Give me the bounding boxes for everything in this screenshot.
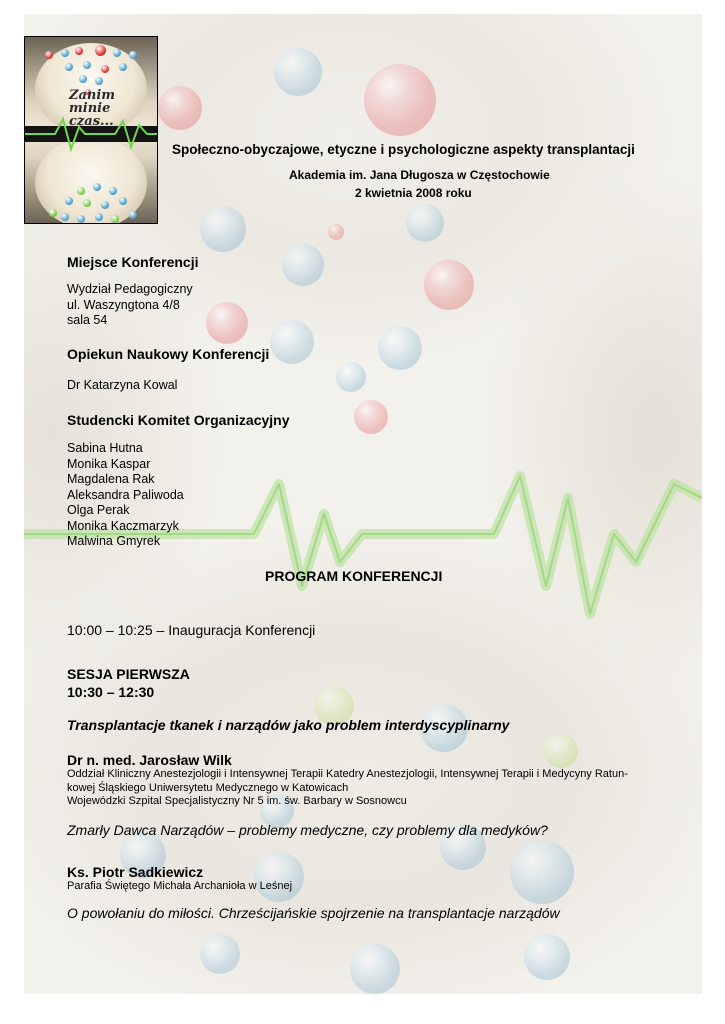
committee-member: Sabina Hutna <box>67 441 143 455</box>
committee-member: Monika Kaspar <box>67 456 151 471</box>
speaker-name: Dr n. med. Jarosław Wilk <box>67 752 232 768</box>
venue-line: ul. Waszyngtona 4/8 <box>67 297 180 312</box>
speaker-affiliation: Parafia Świętego Michała Archanioła w Leśnej <box>67 880 293 892</box>
speaker-affiliation: Wojewódzki Szpital Specjalistyczny Nr 5 im. św. Barbary w Sosnowcu <box>67 795 407 807</box>
speaker-name: Ks. Piotr Sadkiewicz <box>67 864 204 880</box>
conference-date: 2 kwietnia 2008 roku <box>355 186 472 200</box>
opening-slot: 10:00 – 10:25 – Inauguracja Konferencji <box>67 622 316 638</box>
committee-member: Olga Perak <box>67 503 130 517</box>
committee-member: Magdalena Rak <box>67 472 155 486</box>
supervisor-heading: Opiekun Naukowy Konferencji <box>67 346 270 362</box>
speaker-affiliation: Oddział Kliniczny Anestezjologii i Intensywnej Terapii Katedry Anestezjologii, Intensywnej Terapii i Medycyny Ratun- <box>67 768 628 780</box>
cover-title: Zanim minie czas... <box>69 88 116 129</box>
venue-heading: Miejsce Konferencji <box>67 254 199 270</box>
talk-title: O powołaniu do miłości. Chrześcijańskie spojrzenie na transplantacje narządów <box>67 905 560 921</box>
committee-member: Monika Kaczmarzyk <box>67 518 179 533</box>
program-heading: PROGRAM KONFERENCJI <box>265 568 443 584</box>
committee-heading: Studencki Komitet Organizacyjny <box>67 412 290 428</box>
session-theme: Transplantacje tkanek i narządów jako problem interdyscyplinarny <box>67 717 510 733</box>
talk-title: Zmarły Dawca Narządów – problemy medyczne, czy problemy dla medyków? <box>67 822 548 838</box>
session-name: SESJA PIERWSZA <box>67 666 190 682</box>
conference-title: Społeczno-obyczajowe, etyczne i psychologiczne aspekty transplantacji <box>172 142 635 157</box>
committee-member: Aleksandra Paliwoda <box>67 487 184 502</box>
supervisor-name: Dr Katarzyna Kowal <box>67 378 178 392</box>
venue-line: Wydział Pedagogiczny <box>67 282 193 296</box>
host-institution: Akademia im. Jana Długosza w Częstochowie <box>289 168 550 182</box>
session-time: 10:30 – 12:30 <box>67 684 155 700</box>
venue-line: sala 54 <box>67 313 108 327</box>
speaker-affiliation: kowej Śląskiego Uniwersytetu Medycznego w Katowicach <box>67 781 349 794</box>
committee-member: Malwina Gmyrek <box>67 534 161 548</box>
